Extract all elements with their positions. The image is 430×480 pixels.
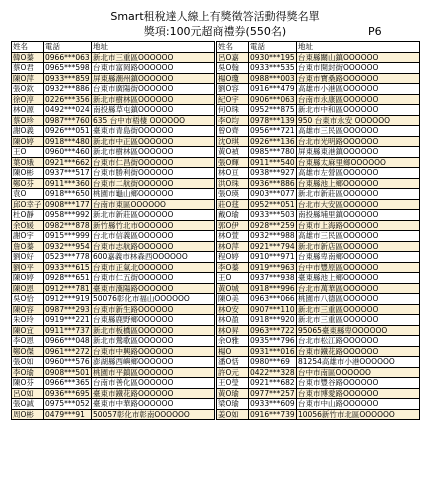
winner-phone: 0931***016 bbox=[250, 346, 295, 356]
winner-name: 鄭O芬 bbox=[12, 178, 44, 189]
winner-phone: 0921***794 bbox=[250, 241, 295, 251]
column-header-name: 姓名 bbox=[12, 42, 44, 53]
winner-address: 臺東市漢陽路OOOOOO bbox=[92, 283, 215, 294]
winner-phone: 0916***479 bbox=[250, 84, 295, 94]
winner-address: 台北市信義區OOOOOO bbox=[92, 231, 215, 242]
winner-address: 臺東市鐵花路OOOOOO bbox=[92, 388, 215, 399]
table-row bbox=[12, 346, 420, 357]
winner-address: 81254高雄市小港OOOOOO bbox=[297, 357, 420, 368]
winner-name: 林O安 bbox=[217, 304, 249, 315]
winner-phone: 0966***063 bbox=[45, 52, 90, 62]
winner-address: 台東市鐵花路OOOOOO bbox=[297, 346, 420, 357]
winner-name: 劉O好 bbox=[12, 252, 44, 263]
winner-address: 95065臺東縣卑OOOOOO bbox=[297, 325, 420, 336]
winner-address: 台東市二航街OOOOOO bbox=[92, 178, 215, 189]
table-row bbox=[12, 136, 420, 147]
winner-phone: 0932***988 bbox=[250, 231, 295, 241]
column-header-phone: 電話 bbox=[249, 42, 297, 53]
winner-phone: 0966***048 bbox=[45, 336, 90, 346]
table-row bbox=[12, 115, 420, 126]
winner-address: 新北市板橋區OOOOOO bbox=[92, 325, 215, 336]
table-row bbox=[12, 220, 420, 231]
winner-phone: 0926***136 bbox=[250, 136, 295, 146]
table-row bbox=[12, 73, 420, 84]
table-row bbox=[12, 52, 420, 63]
winner-phone: 0916***739 bbox=[250, 409, 295, 419]
winner-address: 台南市東區OOOOOO bbox=[92, 199, 215, 210]
winner-name: 林O源 bbox=[12, 105, 44, 116]
winner-name: 何O珠 bbox=[217, 105, 249, 116]
winner-address: 台東市中興路OOOOOO bbox=[92, 346, 215, 357]
column-header-address: 地址 bbox=[297, 42, 420, 53]
winner-address: 台東市博愛路OOOOOO bbox=[297, 388, 420, 399]
winner-name: 鄭O傑 bbox=[12, 346, 44, 357]
winner-phone: 0980***69 bbox=[249, 357, 297, 368]
winner-address: 台北市松江路OOOOOO bbox=[297, 336, 420, 347]
winner-name: 呂O如 bbox=[12, 388, 44, 399]
winner-address: 台東市仁昌街OOOOOO bbox=[92, 157, 215, 168]
winner-phone: 0906***063 bbox=[250, 94, 295, 104]
winner-phone: 0921***682 bbox=[250, 378, 295, 388]
winner-address: 台南市永康區OOOOOO bbox=[297, 94, 420, 105]
winner-address: 台東市中山路OOOOOO bbox=[297, 399, 420, 410]
winner-name: 許O元 bbox=[217, 367, 249, 378]
winner-phone: 0919***963 bbox=[250, 262, 295, 272]
winner-phone: 0926***051 bbox=[45, 126, 90, 136]
winner-phone: 0958***992 bbox=[45, 210, 90, 220]
winner-address: 台東縣鹿野鄉OOOOOO bbox=[92, 315, 215, 326]
winner-phone: 0422***328 bbox=[250, 367, 295, 377]
winner-phone: 0956***721 bbox=[250, 126, 295, 136]
winner-phone: 0978***139 bbox=[250, 115, 295, 125]
winner-address: 南投縣埔里鎮OOOOOO bbox=[297, 210, 420, 221]
table-row bbox=[12, 199, 420, 210]
table-row bbox=[12, 252, 420, 263]
winner-phone: 0928***651 bbox=[45, 273, 90, 283]
winner-phone: 0918***996 bbox=[250, 283, 295, 293]
table-row bbox=[12, 357, 420, 368]
winner-address: 臺東市中華路OOOOOO bbox=[92, 399, 215, 410]
table-row bbox=[12, 367, 420, 378]
winner-phone: 0910***971 bbox=[250, 252, 295, 262]
winner-name: 周O彬 bbox=[12, 409, 44, 420]
table-row bbox=[12, 262, 420, 273]
winner-name: 袁O bbox=[12, 189, 44, 200]
winner-phone: 0987***760 bbox=[45, 115, 90, 125]
winner-name: 吳O翰 bbox=[217, 63, 249, 74]
winner-name: 梁O瑜 bbox=[217, 399, 249, 410]
winner-address: 臺東縣池上鄉OOOOOO bbox=[297, 273, 420, 284]
winner-name: 李O恩 bbox=[12, 336, 44, 347]
table-row bbox=[12, 283, 420, 294]
winner-address: 新北市中和區OOOOOO bbox=[297, 105, 420, 116]
winner-phone: 0912***781 bbox=[45, 283, 90, 293]
winner-address: 台東市勝利街OOOOOO bbox=[92, 168, 215, 179]
winner-phone: 0912***919 bbox=[45, 294, 90, 304]
winner-address: 屏東縣潮州鎮OOOOOO bbox=[92, 73, 215, 84]
winner-address: 台北市萬華區OOOOOO bbox=[297, 283, 420, 294]
winner-name: 陳O婷 bbox=[12, 136, 44, 147]
winner-address: 台東市寶桑路OOOOOO bbox=[297, 73, 420, 84]
winner-name: 陳O恩 bbox=[12, 283, 44, 294]
winner-name: 潘O恬 bbox=[217, 357, 249, 368]
winner-address: 新北市三重區OOOOOO bbox=[297, 315, 420, 326]
winner-address: 桃園市八德區OOOOOO bbox=[297, 294, 420, 305]
table-row bbox=[12, 63, 420, 74]
winner-name: 黃O瑜 bbox=[217, 388, 249, 399]
winner-phone: 0960***460 bbox=[45, 147, 90, 157]
table-row bbox=[12, 210, 420, 221]
winner-phone: 0966***365 bbox=[45, 378, 90, 388]
document-title: Smart租稅達人線上有獎徵答活動得獎名單 bbox=[110, 10, 320, 23]
winner-phone: 0523***778 bbox=[45, 252, 90, 262]
winner-address: 新北市樹林區OOOOOO bbox=[92, 94, 215, 105]
winner-name: 黃O禎 bbox=[217, 147, 249, 158]
winner-name: 劉O平 bbox=[12, 262, 44, 273]
winner-name: 余O媛 bbox=[12, 220, 44, 231]
winner-address: 50076彰化市福山OOOOOO bbox=[92, 294, 215, 305]
winner-phone: 0915***999 bbox=[45, 231, 90, 241]
winner-phone: 0960***576 bbox=[45, 357, 90, 367]
winner-name: 陳O彬 bbox=[12, 168, 44, 179]
winner-phone: 0938***927 bbox=[250, 168, 295, 178]
winner-name: 陳O宜 bbox=[12, 325, 44, 336]
winner-address: 桃園市平鎮區OOOOOO bbox=[92, 367, 215, 378]
winner-phone: 0911***540 bbox=[250, 157, 295, 167]
winner-address: 澎湖縣西嶼鄉OOOOOO bbox=[92, 357, 215, 368]
winner-phone: 0936***886 bbox=[250, 178, 295, 188]
winner-phone: 0936***695 bbox=[45, 388, 90, 398]
winner-name: 黃O城 bbox=[217, 283, 249, 294]
winner-address: 新北市樹林區OOOOOO bbox=[92, 147, 215, 158]
table-row bbox=[12, 241, 420, 252]
table-row bbox=[12, 273, 420, 284]
table-row bbox=[12, 157, 420, 168]
winner-phone: 0921***662 bbox=[45, 157, 90, 167]
winner-phone: 0933***503 bbox=[250, 210, 295, 220]
winner-phone: 0987***293 bbox=[45, 304, 90, 314]
winner-address: 新北市三重區OOOOOO bbox=[92, 52, 215, 63]
winner-address: 台北市大安區OOOOOO bbox=[297, 199, 420, 210]
winner-address: 台東市志航路OOOOOO bbox=[92, 241, 215, 252]
winner-phone: 0935***796 bbox=[250, 336, 295, 346]
winner-phone: 0918***650 bbox=[45, 189, 90, 199]
winner-address: 新北市三重區OOOOOO bbox=[297, 304, 420, 315]
winner-name: 林O亘 bbox=[217, 168, 249, 179]
winner-phone: 0918***920 bbox=[250, 315, 295, 325]
winner-phone: 0965***598 bbox=[45, 63, 90, 73]
winner-phone: 0919***221 bbox=[45, 315, 90, 325]
winner-name: 陳O美 bbox=[217, 294, 249, 305]
winner-name: 洪O珠 bbox=[217, 178, 249, 189]
winner-phone: 0918***480 bbox=[45, 136, 90, 146]
winner-address: 新北市新店區OOOOOO bbox=[297, 241, 420, 252]
winner-name: 林O盈 bbox=[217, 315, 249, 326]
winner-name: 陳O芬 bbox=[12, 378, 44, 389]
winner-name: 徐O淳 bbox=[12, 94, 44, 105]
winner-name: 紀O宇 bbox=[217, 94, 249, 105]
winner-address: 新竹縣竹北市OOOOOO bbox=[92, 220, 215, 231]
winner-name: 邱O幸子 bbox=[12, 199, 44, 210]
winner-address: 台南市善化區OOOOOO bbox=[92, 378, 215, 389]
winner-phone: 0903***077 bbox=[250, 189, 295, 199]
winner-address: 屏東縣東港鎮OOOOOO bbox=[297, 147, 420, 158]
winner-name: 張O欽 bbox=[12, 84, 44, 95]
winner-phone: 0937***517 bbox=[45, 168, 90, 178]
table-row bbox=[12, 409, 420, 420]
winner-address: 台東市開封街OOOOOO bbox=[297, 63, 420, 74]
winner-address: 臺東市青島街OOOOOO bbox=[92, 126, 215, 137]
table-row bbox=[12, 147, 420, 158]
table-row bbox=[12, 325, 420, 336]
column-header-phone: 電話 bbox=[44, 42, 92, 53]
winner-name: 戴O瑜 bbox=[217, 210, 249, 221]
winner-name: 李O均 bbox=[217, 115, 249, 126]
winner-name: 李O蓁 bbox=[217, 262, 249, 273]
winner-address: 台東市仁五街OOOOOO bbox=[92, 273, 215, 284]
winner-address: 台東縣池上鄉OOOOOO bbox=[297, 178, 420, 189]
winner-name: 陳O萍 bbox=[12, 73, 44, 84]
winner-name: 林O萍 bbox=[217, 241, 249, 252]
winner-phone: 0937***938 bbox=[250, 273, 295, 283]
winner-phone: 0911***737 bbox=[45, 325, 90, 335]
winner-name: 余O雅 bbox=[217, 336, 249, 347]
winner-name: 王O bbox=[217, 273, 249, 284]
winner-phone: 0933***859 bbox=[45, 73, 90, 83]
table-row bbox=[12, 168, 420, 179]
winner-address: 台中市豐原區OOOOOO bbox=[297, 262, 420, 273]
table-row bbox=[12, 399, 420, 410]
page-number: P6 bbox=[368, 25, 382, 38]
winner-address: 桃園市龜山鄉OOOOOO bbox=[92, 189, 215, 200]
winner-name: 姜O如 bbox=[217, 409, 249, 420]
winner-name: 林O萱 bbox=[217, 231, 249, 242]
winner-address: 950 台東市永安 OOOOOO bbox=[297, 115, 420, 126]
winner-address: 高雄市小港區OOOOOO bbox=[297, 84, 420, 95]
winner-phone: 0933***535 bbox=[250, 63, 295, 73]
winner-name: 楊O瓊 bbox=[217, 73, 249, 84]
winner-phone: 0492***024 bbox=[45, 105, 90, 115]
winner-address: 高雄市三民區OOOOOO bbox=[297, 126, 420, 137]
winner-phone: 0933***615 bbox=[45, 262, 90, 272]
table-row bbox=[12, 388, 420, 399]
winner-phone: 0908***177 bbox=[45, 199, 90, 209]
winner-address: 台中市南區OOOOOO bbox=[297, 367, 420, 378]
winner-address: 台東市豐谷路OOOOOO bbox=[297, 378, 420, 389]
winner-address: 台東市富岡路OOOOOO bbox=[92, 63, 215, 74]
winner-address: 台東縣關山鎮OOOOOO bbox=[297, 52, 420, 63]
table-row bbox=[12, 315, 420, 326]
winner-address: 600嘉義市林森西OOOOOO bbox=[92, 252, 215, 263]
table-row bbox=[12, 94, 420, 105]
winner-phone: 0932***886 bbox=[45, 84, 90, 94]
winner-name: 吳O恰 bbox=[12, 294, 44, 305]
winner-address: 台東市上海路OOOOOO bbox=[297, 220, 420, 231]
winner-address: 50057彰化市彰南OOOOOO bbox=[92, 409, 215, 420]
table-row bbox=[12, 178, 420, 189]
winner-name: 曾O齊 bbox=[217, 126, 249, 137]
winner-name: 謝O宇 bbox=[12, 231, 44, 242]
winner-address: 新北市中正區OOOOOO bbox=[92, 136, 215, 147]
winner-address: 台東市正氣北OOOOOO bbox=[92, 262, 215, 273]
winner-address: 台東市廣陽街OOOOOO bbox=[92, 84, 215, 95]
winner-phone: 0963***066 bbox=[250, 294, 295, 304]
winner-phone: 0985***780 bbox=[250, 147, 295, 157]
winner-name: 王O bbox=[12, 147, 44, 158]
winner-phone: 0963***722 bbox=[250, 325, 295, 335]
winner-phone: 0952***051 bbox=[250, 199, 295, 209]
winner-address: 台東市新生路OOOOOO bbox=[92, 304, 215, 315]
table-row bbox=[12, 189, 420, 200]
winner-phone: 0932***954 bbox=[45, 241, 90, 251]
winner-address: 新北市鶯歌區OOOOOO bbox=[92, 336, 215, 347]
table-row bbox=[12, 378, 420, 389]
winner-name: 張O輝 bbox=[217, 157, 249, 168]
winner-address: 台北市光明路OOOOOO bbox=[297, 136, 420, 147]
table-row bbox=[12, 304, 420, 315]
winner-phone: 0977***257 bbox=[250, 388, 295, 398]
winner-phone: 0982***878 bbox=[45, 220, 90, 230]
winner-phone: 0952***875 bbox=[250, 105, 295, 115]
winner-name: 詹O蓁 bbox=[12, 241, 44, 252]
document-subtitle: 獎項:100元超商禮券(550名) bbox=[143, 25, 287, 38]
table-row bbox=[12, 336, 420, 347]
winner-address: 高雄市三民區OOOOOO bbox=[297, 231, 420, 242]
winner-address: 高雄市左營區OOOOOO bbox=[297, 168, 420, 179]
winner-name: 張O如 bbox=[12, 357, 44, 368]
winner-name: 朱O玲 bbox=[12, 315, 44, 326]
winner-name: 王O瑩 bbox=[217, 378, 249, 389]
winner-name: 蔡O珍 bbox=[12, 115, 44, 126]
winner-phone: 0479***91 bbox=[44, 409, 92, 420]
winner-name: 韓O蓁 bbox=[12, 52, 44, 63]
winner-address: 台東縣太麻里鄉OOOOOO bbox=[297, 157, 420, 168]
table-row bbox=[12, 84, 420, 95]
winner-address: 635 台中市梧棲 OOOOOO bbox=[92, 115, 215, 126]
winner-name: 陳O婷 bbox=[12, 273, 44, 284]
winners-table bbox=[11, 41, 420, 420]
winner-phone: 0988***003 bbox=[250, 73, 295, 83]
winner-name: 蔡O君 bbox=[12, 63, 44, 74]
winner-address: 南投縣草屯鎮OOOOOO bbox=[92, 105, 215, 116]
table-row bbox=[12, 126, 420, 137]
winner-name: 張O誠 bbox=[12, 399, 44, 410]
winner-name: 劉O容 bbox=[217, 84, 249, 95]
winner-phone: 0908***501 bbox=[45, 367, 90, 377]
column-header-name: 姓名 bbox=[217, 42, 249, 53]
winner-name: 林O昇 bbox=[217, 325, 249, 336]
winner-phone: 0933***609 bbox=[250, 399, 295, 409]
winner-address: 新北市新莊區OOOOOO bbox=[92, 210, 215, 221]
winner-phone: 0930***195 bbox=[250, 52, 295, 62]
winner-address: 10056新竹市北區OOOOOO bbox=[297, 409, 420, 420]
winner-name: 呂O嘉 bbox=[217, 52, 249, 63]
winner-phone: 0961***272 bbox=[45, 346, 90, 356]
winner-name: 謝O義 bbox=[12, 126, 44, 137]
winner-name: 郭O伊 bbox=[217, 220, 249, 231]
column-header-address: 地址 bbox=[92, 42, 215, 53]
winner-phone: 0975***052 bbox=[45, 399, 90, 409]
table-header-row bbox=[12, 42, 420, 53]
winner-name: 楊O bbox=[217, 346, 249, 357]
winner-name: 陳O容 bbox=[12, 304, 44, 315]
winner-name: 程O婷 bbox=[217, 252, 249, 263]
winner-address: 新北市新莊區OOOOOO bbox=[297, 189, 420, 200]
winner-phone: 0907***110 bbox=[250, 304, 295, 314]
winner-name: 沈O琪 bbox=[217, 136, 249, 147]
winner-name: 葉O娥 bbox=[12, 157, 44, 168]
winner-name: 張O瑛 bbox=[217, 189, 249, 200]
winner-name: 杜O靜 bbox=[12, 210, 44, 221]
table-row bbox=[12, 105, 420, 116]
winner-address: 台東縣卑南鄉OOOOOO bbox=[297, 252, 420, 263]
winner-name: 李O瑜 bbox=[12, 367, 44, 378]
winner-phone: 0928***259 bbox=[250, 220, 295, 230]
winner-phone: 0226***356 bbox=[45, 94, 90, 104]
winner-name: 莊O莛 bbox=[217, 199, 249, 210]
table-row bbox=[12, 231, 420, 242]
table-row bbox=[12, 294, 420, 305]
winner-phone: 0911***360 bbox=[45, 178, 90, 188]
